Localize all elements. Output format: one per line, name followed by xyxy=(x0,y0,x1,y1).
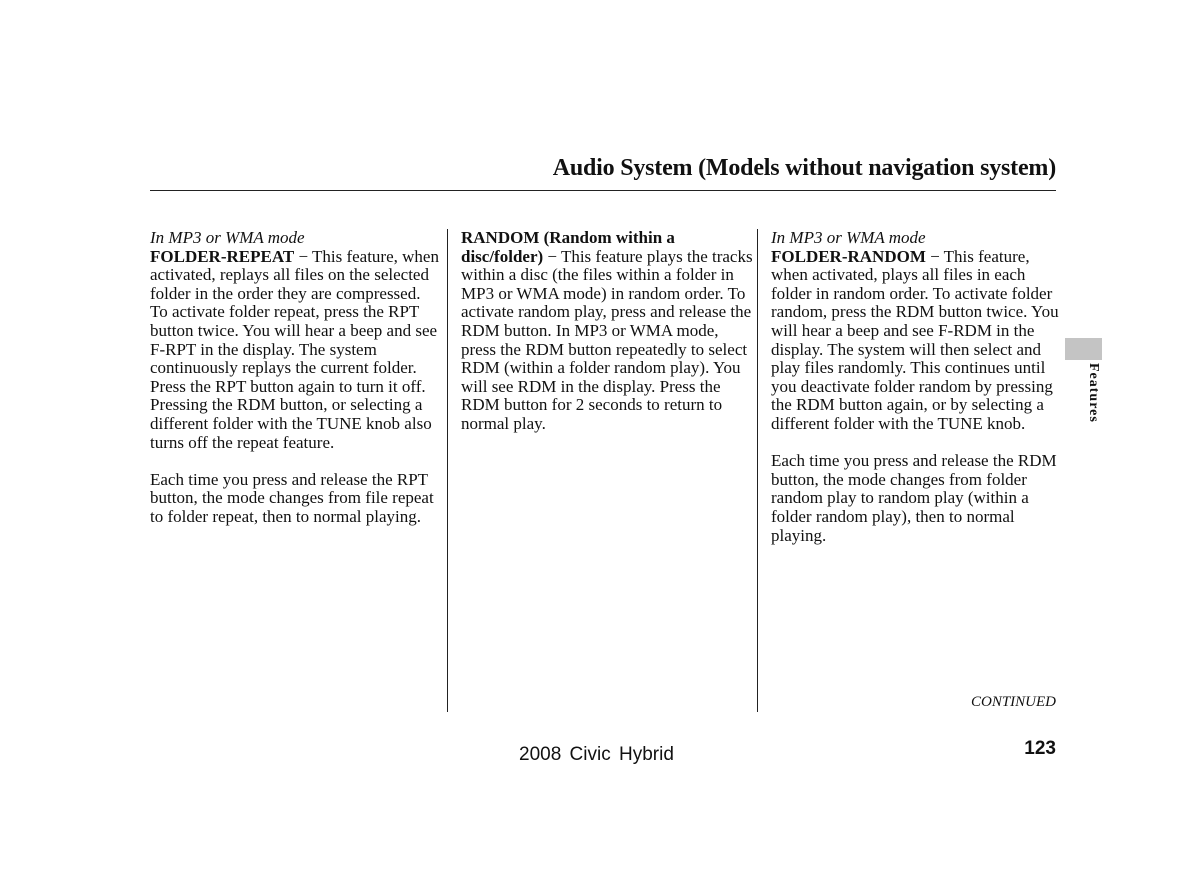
column-divider xyxy=(447,229,448,712)
page-number: 123 xyxy=(1024,738,1056,759)
column-folder-repeat xyxy=(150,229,442,527)
continued-label: CONTINUED xyxy=(970,694,1056,710)
folder-random-mode-cycle-text: Each time you press and release the RDM button, the mode changes from folder random play to random play (within a folder random play), then to normal playing. xyxy=(771,451,1057,545)
column-folder-random xyxy=(771,229,1063,545)
term-heading: RANDOM (Random within a disc/folder) xyxy=(461,228,675,266)
title-divider xyxy=(150,190,1056,191)
folder-repeat-paragraph xyxy=(150,229,442,452)
page-title: Audio System (Models without navigation system) xyxy=(552,155,1056,181)
em-dash: − xyxy=(925,246,944,266)
folder-random-paragraph xyxy=(771,229,1063,434)
random-paragraph xyxy=(461,229,753,434)
column-random xyxy=(461,229,753,434)
body-text: This feature, when activated, replays all files on the selected folder in the order they are compressed. To activate folder repeat, press the RPT button twice. You will hear a beep and see F-RPT in the display. The system continuously replays the current folder. Press the RPT button again to turn it off. Pressing the RDM button, or selecting a different folder with the TUNE knob also turns off the repeat feature. xyxy=(150,246,439,452)
body-text: This feature, when activated, plays all files in each folder in random order. To activate folder random, press the RDM button twice. You will hear a beep and see F-RDM in the display. The system will then select and play files randomly. This continues until you deactivate folder random by pressing the RDM button again, or by selecting a different folder with the TUNE knob. xyxy=(771,246,1059,433)
section-tab-marker xyxy=(1065,338,1102,360)
mode-label: In MP3 or WMA mode xyxy=(771,228,926,247)
mode-label: In MP3 or WMA mode xyxy=(150,228,305,247)
term-heading: FOLDER-RANDOM xyxy=(771,246,926,266)
em-dash: − xyxy=(294,246,312,266)
folder-repeat-mode-cycle-text: Each time you press and release the RPT button, the mode changes from file repeat to folder repeat, then to normal playing. xyxy=(150,469,434,526)
body-text: This feature plays the tracks within a disc (the files within a folder in MP3 or WMA mode) in random order. To activate random play, press and release the RDM button. In MP3 or WMA mode, press the RDM button repeatedly to select RDM (within a folder random play). You will see RDM in the display. Press the RDM button for 2 seconds to return to normal play. xyxy=(461,246,753,433)
column-divider xyxy=(757,229,758,712)
term-heading: FOLDER-REPEAT xyxy=(150,246,295,266)
section-label: Features xyxy=(1086,363,1101,423)
footer-model-name: 2008 Civic Hybrid xyxy=(519,744,674,765)
em-dash: − xyxy=(543,246,561,266)
